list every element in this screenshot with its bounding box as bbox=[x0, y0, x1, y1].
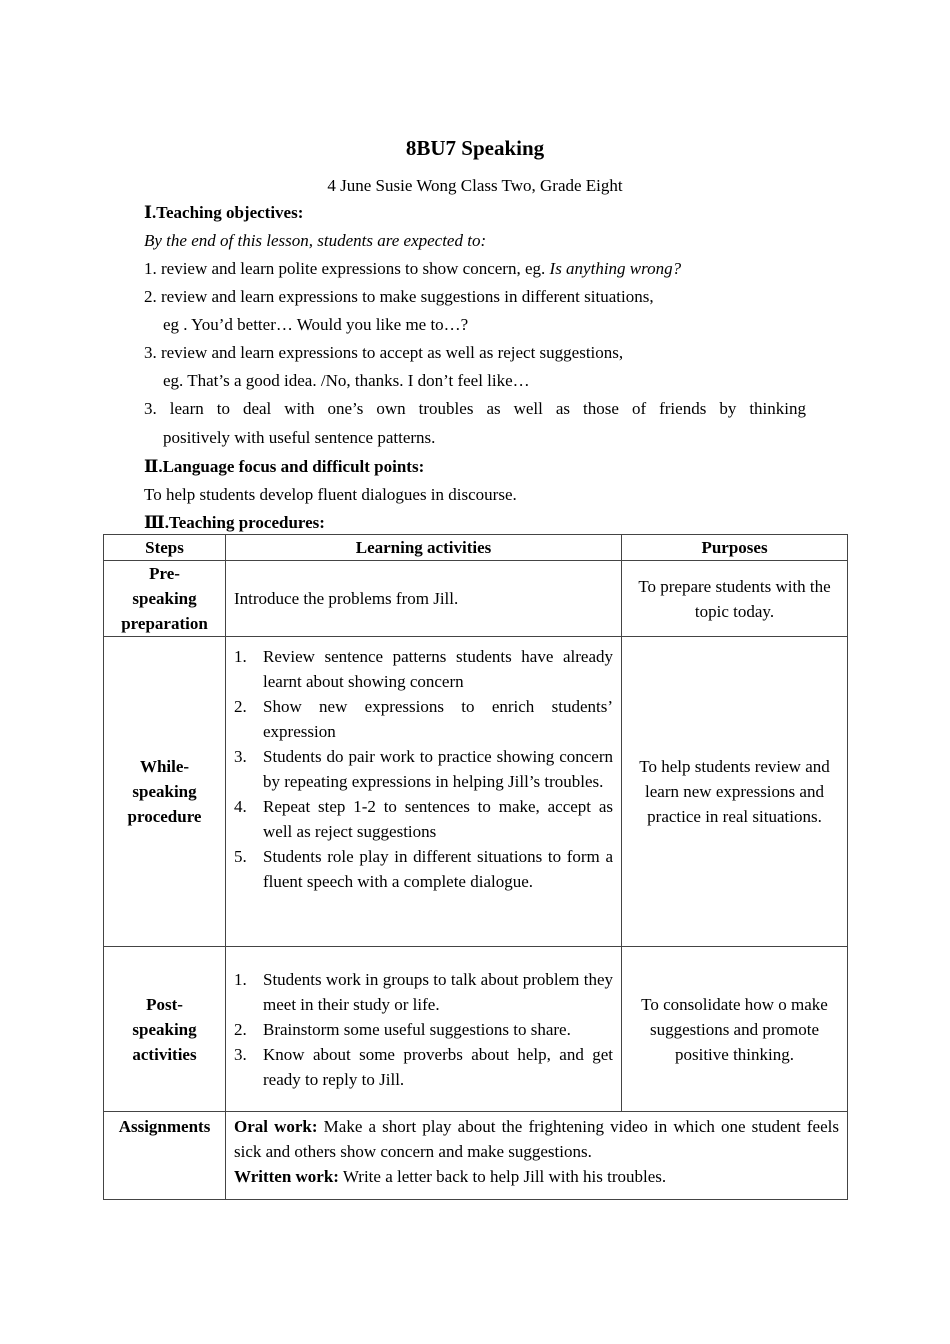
objective-3-line-1: 3. review and learn expressions to accept as well as reject suggestions, bbox=[144, 343, 624, 362]
list-item bbox=[234, 794, 613, 844]
step-assignments: Assignments bbox=[104, 1112, 226, 1200]
step-line: Post- bbox=[146, 994, 183, 1014]
step-pre-speaking bbox=[104, 561, 226, 637]
list-item bbox=[234, 967, 613, 1017]
header-purposes: Purposes bbox=[622, 535, 848, 561]
objectives-intro: By the end of this lesson, students are expected to: bbox=[144, 231, 487, 250]
language-focus-text: To help students develop fluent dialogues in discourse. bbox=[144, 485, 517, 504]
objective-1 bbox=[144, 255, 806, 283]
assignments-content bbox=[226, 1112, 848, 1200]
document-subtitle: 4 June Susie Wong Class Two, Grade Eight bbox=[327, 176, 623, 195]
list-item-text: Students role play in different situations to form a fluent speech with a complete dialogue. bbox=[263, 847, 613, 891]
header-learning-activities: Learning activities bbox=[226, 535, 622, 561]
post-speaking-purpose: To consolidate how o make suggestions and promote positive thinking. bbox=[622, 947, 848, 1112]
list-number: 3. bbox=[234, 747, 247, 766]
table-row bbox=[104, 561, 848, 637]
step-while-speaking bbox=[104, 637, 226, 947]
step-line: procedure bbox=[127, 807, 202, 826]
procedures-heading: Ⅲ.Teaching procedures: bbox=[144, 513, 325, 532]
objective-4-line-2: positively with useful sentence patterns. bbox=[163, 428, 436, 447]
list-number: 2. bbox=[234, 697, 247, 716]
objective-1-text: 1. review and learn polite expressions to show concern, eg. bbox=[144, 259, 550, 278]
pre-speaking-purpose: To prepare students with the topic today. bbox=[622, 561, 848, 637]
post-speaking-activities bbox=[226, 947, 622, 1112]
list-number: 1. bbox=[234, 647, 247, 666]
step-line: speaking bbox=[132, 1019, 197, 1039]
written-work bbox=[234, 1164, 839, 1189]
list-item-text: Brainstorm some useful suggestions to share. bbox=[263, 1019, 571, 1039]
list-item-text: Review sentence patterns students have already learnt about showing concern bbox=[263, 647, 613, 691]
objectives-heading: Ⅰ.Teaching objectives: bbox=[144, 203, 304, 222]
pre-speaking-activity: Introduce the problems from Jill. bbox=[226, 561, 622, 637]
step-line: speaking bbox=[132, 782, 197, 801]
oral-work bbox=[234, 1114, 839, 1164]
header-steps: Steps bbox=[104, 535, 226, 561]
step-post-speaking bbox=[104, 947, 226, 1112]
list-item bbox=[234, 844, 613, 894]
table-row bbox=[104, 947, 848, 1112]
list-item bbox=[234, 744, 613, 794]
while-speaking-activities bbox=[226, 637, 622, 947]
written-work-text: Write a letter back to help Jill with his troubles. bbox=[338, 1167, 667, 1186]
oral-work-text: Make a short play about the frightening video in which one student feels sick and others show concern and make suggestions. bbox=[234, 1117, 839, 1161]
list-number: 3. bbox=[234, 1044, 247, 1064]
list-item-text: Show new expressions to enrich students’ expression bbox=[263, 697, 613, 741]
procedures-table bbox=[103, 534, 848, 1200]
table-row bbox=[104, 637, 848, 947]
step-line: Pre- bbox=[149, 564, 180, 583]
document-title: 8BU7 Speaking bbox=[405, 136, 545, 160]
list-item bbox=[234, 1017, 613, 1042]
written-work-label: Written work: bbox=[234, 1167, 339, 1186]
list-number: 1. bbox=[234, 969, 247, 989]
list-item-text: Know about some proverbs about help, and get ready to reply to Jill. bbox=[263, 1044, 613, 1089]
step-line: While- bbox=[139, 757, 190, 776]
table-header-row bbox=[104, 535, 848, 561]
objective-1-example: Is anything wrong? bbox=[549, 259, 682, 278]
list-item-text: Students do pair work to practice showing concern by repeating expressions in helping Jill’s troubles. bbox=[263, 747, 613, 791]
while-speaking-purpose: To help students review and learn new expressions and practice in real situations. bbox=[622, 637, 848, 947]
list-number: 4. bbox=[234, 797, 247, 816]
list-item-text: Repeat step 1-2 to sentences to make, accept as well as reject suggestions bbox=[263, 797, 613, 841]
list-item-text: Students work in groups to talk about problem they meet in their study or life. bbox=[263, 969, 613, 1014]
objective-3-line-2: eg. That’s a good idea. /No, thanks. I don’t feel like… bbox=[163, 371, 530, 390]
step-line: activities bbox=[132, 1044, 197, 1064]
step-line: speaking bbox=[132, 589, 197, 608]
step-line: preparation bbox=[121, 614, 208, 633]
table-row bbox=[104, 1112, 848, 1200]
list-number: 2. bbox=[234, 1019, 247, 1039]
oral-work-label: Oral work: bbox=[234, 1117, 318, 1136]
objective-2-line-2: eg . You’d better… Would you like me to…? bbox=[163, 315, 469, 334]
objective-4-line-1: 3. learn to deal with one’s own troubles as well as those of friends by thinking bbox=[144, 399, 806, 418]
objective-2-line-1: 2. review and learn expressions to make suggestions in different situations, bbox=[144, 287, 654, 306]
language-focus-heading: Ⅱ.Language focus and difficult points: bbox=[144, 457, 425, 476]
list-item bbox=[234, 694, 613, 744]
list-item bbox=[234, 1042, 613, 1092]
list-item bbox=[234, 644, 613, 694]
list-number: 5. bbox=[234, 847, 247, 866]
